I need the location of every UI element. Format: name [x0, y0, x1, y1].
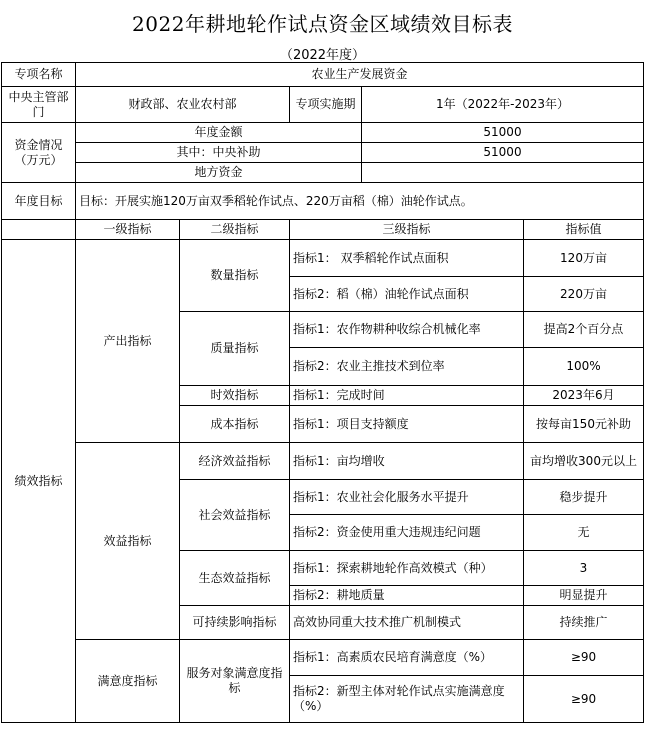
indicator-value: 100%	[524, 348, 644, 386]
indicator-cell: 指标2：耕地质量	[290, 586, 524, 606]
performance-table	[1, 62, 644, 723]
sub-quality: 质量指标	[180, 312, 290, 386]
indicator-cell: 高效协同重大技术推广机制模式	[290, 606, 524, 640]
indicator-cell: 指标1：农业社会化服务水平提升	[290, 480, 524, 515]
annual-amount-label: 年度金额	[76, 123, 362, 143]
annual-amount-value: 51000	[362, 123, 644, 143]
header-level3: 三级指标	[290, 220, 524, 240]
sub-social: 社会效益指标	[180, 480, 290, 551]
indicator-cell: 指标2：农业主推技术到位率	[290, 348, 524, 386]
indicator-value: 2023年6月	[524, 386, 644, 406]
indicator-value: 按每亩150元补助	[524, 406, 644, 443]
period-label: 专项实施期	[290, 87, 362, 123]
indicator-value: ≥90	[524, 640, 644, 676]
indicator-value: 提高2个百分点	[524, 312, 644, 348]
indicator-cell: 指标1：高素质农民培育满意度（%）	[290, 640, 524, 676]
sub-ecological: 生态效益指标	[180, 551, 290, 606]
funds-label: 资金情况（万元）	[2, 123, 76, 183]
sheet-title: 2022年耕地轮作试点资金区域绩效目标表	[132, 11, 513, 36]
indicator-cell: 指标1：完成时间	[290, 386, 524, 406]
indicator-cell: 指标1： 双季稻轮作试点面积	[290, 240, 524, 277]
central-subsidy-label: 其中：中央补助	[76, 143, 362, 163]
indicator-value: 220万亩	[524, 277, 644, 312]
group-benefit: 效益指标	[76, 443, 180, 640]
indicator-cell: 指标2：稻（棉）油轮作试点面积	[290, 277, 524, 312]
group-output: 产出指标	[76, 240, 180, 443]
central-subsidy-value: 51000	[362, 143, 644, 163]
indicator-value: 无	[524, 515, 644, 551]
sub-economic: 经济效益指标	[180, 443, 290, 480]
indicator-value: 稳步提升	[524, 480, 644, 515]
indicator-cell: 指标1：农作物耕种收综合机械化率	[290, 312, 524, 348]
sub-service: 服务对象满意度指标	[180, 640, 290, 723]
indicator-cell: 指标1：亩均增收	[290, 443, 524, 480]
period-value: 1年（2022年-2023年）	[362, 87, 644, 123]
indicator-value: 3	[524, 551, 644, 586]
annual-goal-label: 年度目标	[2, 183, 76, 220]
sub-cost: 成本指标	[180, 406, 290, 443]
indicator-value: 持续推广	[524, 606, 644, 640]
indicator-cell: 指标2：资金使用重大违规违纪问题	[290, 515, 524, 551]
sub-quantity: 数量指标	[180, 240, 290, 312]
indicator-value: 亩均增收300元以上	[524, 443, 644, 480]
sheet-subtitle: （2022年度）	[279, 47, 366, 63]
indicator-cell: 指标1：探索耕地轮作高效模式（种）	[290, 551, 524, 586]
indicator-cell: 指标2：新型主体对轮作试点实施满意度（%）	[290, 676, 524, 723]
local-funds-label: 地方资金	[76, 163, 362, 183]
project-name-label: 专项名称	[2, 63, 76, 87]
indicator-value: ≥90	[524, 676, 644, 723]
annual-goal-value: 目标：开展实施120万亩双季稻轮作试点、220万亩稻（棉）油轮作试点。	[76, 183, 644, 220]
dept-value: 财政部、农业农村部	[76, 87, 290, 123]
blank-header-cell	[2, 220, 76, 240]
group-satisfaction: 满意度指标	[76, 640, 180, 723]
header-level1: 一级指标	[76, 220, 180, 240]
header-value: 指标值	[524, 220, 644, 240]
dept-label: 中央主管部门	[2, 87, 76, 123]
indicator-value: 明显提升	[524, 586, 644, 606]
local-funds-value	[362, 163, 644, 183]
project-name-value: 农业生产发展资金	[76, 63, 644, 87]
indicator-value: 120万亩	[524, 240, 644, 277]
sub-sustainable: 可持续影响指标	[180, 606, 290, 640]
perf-indicators-label: 绩效指标	[2, 240, 76, 723]
header-level2: 二级指标	[180, 220, 290, 240]
indicator-cell: 指标1：项目支持额度	[290, 406, 524, 443]
sub-timeliness: 时效指标	[180, 386, 290, 406]
